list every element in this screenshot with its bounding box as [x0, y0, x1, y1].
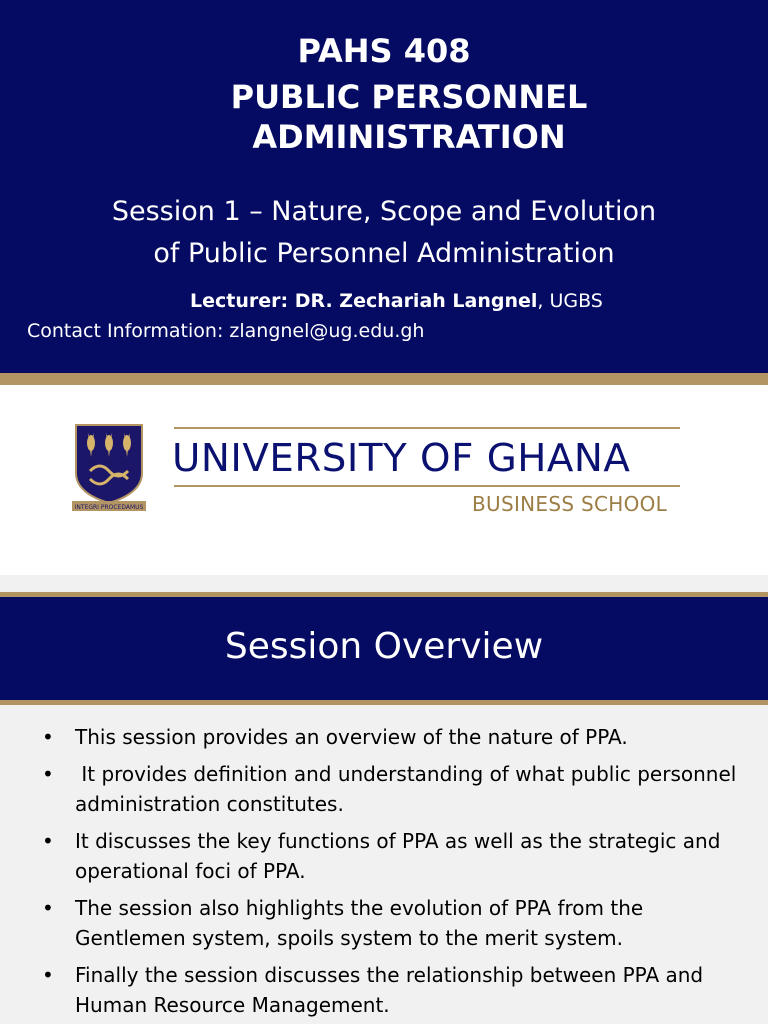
bullet-list: [40, 722, 743, 1027]
list-item: [40, 722, 740, 752]
school-name: BUSINESS SCHOOL: [472, 492, 668, 516]
list-item: [40, 960, 740, 1020]
bullet-icon: •: [42, 963, 54, 987]
course-title-line1: PUBLIC PERSONNEL: [230, 78, 588, 116]
slide-gap: [0, 575, 768, 592]
overview-header: [0, 597, 768, 700]
bullet-icon: •: [42, 762, 54, 786]
overview-body: [0, 705, 768, 1024]
overview-title: Session Overview: [224, 626, 544, 667]
session-title-line1: Session 1 – Nature, Scope and Evolution: [111, 196, 657, 227]
bullet-text: It provides definition and understanding of what public personnel administration constitutes.: [75, 762, 743, 816]
bullet-icon: •: [42, 896, 54, 920]
list-item: [40, 759, 743, 819]
lecturer-name: Lecturer: DR. Zechariah Langnel: [190, 290, 538, 312]
bullet-icon: •: [42, 725, 54, 749]
contact-info: Contact Information: zlangnel@ug.edu.gh: [27, 320, 425, 342]
title-slide: [0, 0, 768, 373]
crest-motto: INTEGRI PROCEDAMUS: [74, 504, 144, 511]
session-title: [0, 191, 768, 275]
session-title-line2: of Public Personnel Administration: [153, 238, 615, 269]
lecturer-info: [190, 288, 603, 314]
bullet-text: The session also highlights the evolution of PPA from the Gentlemen system, spoils system to the merit system.: [75, 896, 644, 950]
gold-divider: [0, 373, 768, 385]
bullet-icon: •: [42, 829, 54, 853]
bullet-text: This session provides an overview of the nature of PPA.: [75, 725, 628, 749]
course-code: PAHS 408: [297, 32, 471, 70]
bullet-text: It discusses the key functions of PPA as well as the strategic and operational foci of PPA.: [75, 829, 721, 883]
logo-rule-bottom: [174, 485, 680, 487]
bullet-text: Finally the session discusses the relationship between PPA and Human Resource Management.: [75, 963, 704, 1017]
course-title-line2: ADMINISTRATION: [252, 118, 566, 156]
logo-band: [0, 385, 768, 575]
list-item: [40, 826, 740, 886]
university-name: UNIVERSITY OF GHANA: [172, 436, 631, 480]
logo-rule-top: [174, 427, 680, 429]
university-crest-icon: [68, 423, 150, 515]
list-item: [40, 893, 740, 953]
course-title: [0, 77, 768, 157]
lecturer-affiliation: , UGBS: [537, 290, 603, 312]
